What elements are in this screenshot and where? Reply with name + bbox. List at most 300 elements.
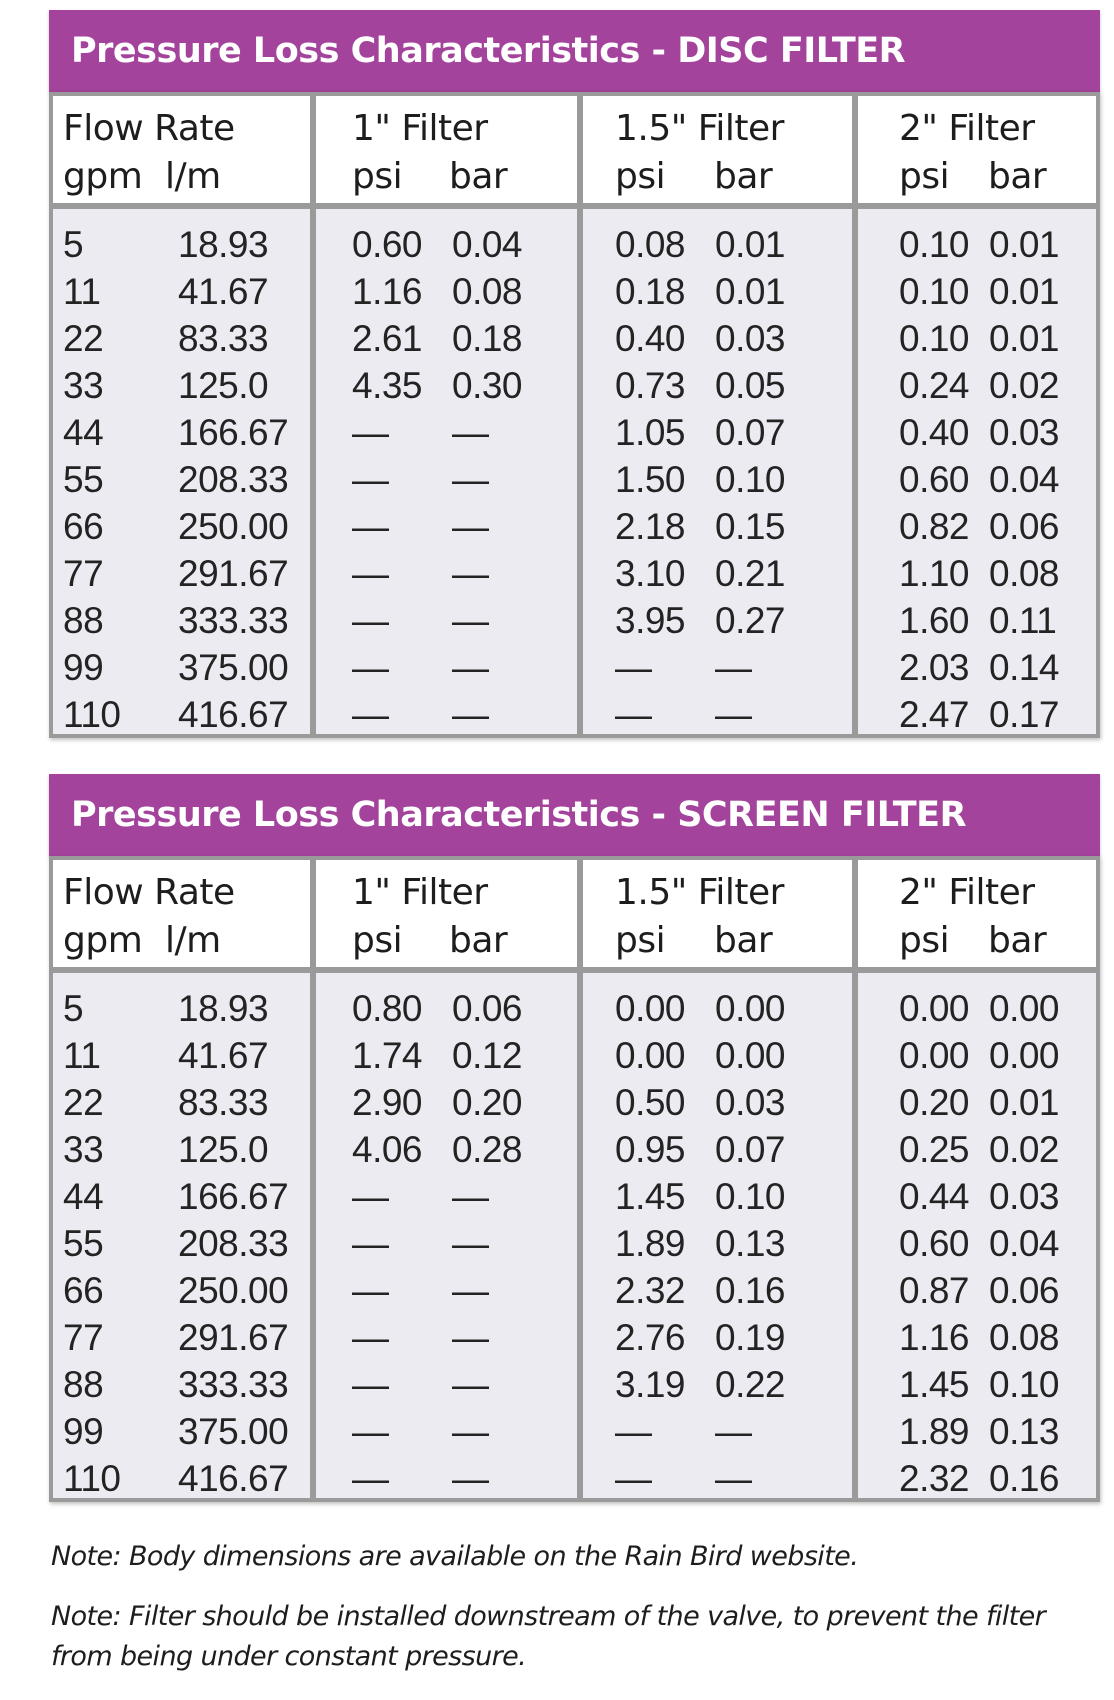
- table-row: [316, 597, 577, 644]
- table-row: [316, 362, 577, 409]
- table-cell: 0.01: [715, 224, 786, 265]
- table-cell: 99: [63, 1411, 104, 1452]
- table-row: [53, 362, 310, 409]
- table-row: [53, 1314, 310, 1361]
- table-row: [53, 1079, 310, 1126]
- table-cell: —: [352, 600, 389, 641]
- table-cell: 0.15: [715, 506, 786, 547]
- table-cell: 33: [63, 365, 104, 406]
- table-cell: 11: [63, 271, 101, 312]
- table-cell: —: [352, 1317, 389, 1358]
- table-cell: 291.67: [178, 1317, 289, 1358]
- table-row: [53, 644, 310, 691]
- bar-heading: bar: [714, 920, 773, 961]
- table-cell: 333.33: [178, 1364, 289, 1405]
- table-cell: 1.74: [352, 1035, 423, 1076]
- table-cell: 0.00: [989, 1035, 1060, 1076]
- table-cell: 0.82: [899, 506, 970, 547]
- filter-1in-column: [316, 860, 577, 1498]
- table-row: [53, 1126, 310, 1173]
- table-row: [858, 1079, 1096, 1126]
- filter-1in-values: [316, 221, 577, 738]
- table-row: [583, 1455, 852, 1502]
- table-cell: —: [452, 1364, 489, 1405]
- table-cell: 1.60: [899, 600, 970, 641]
- table-row: [53, 1408, 310, 1455]
- table-cell: 1.50: [615, 459, 686, 500]
- table-cell: 0.01: [715, 271, 786, 312]
- table-row: [316, 644, 577, 691]
- table-cell: 250.00: [178, 1270, 289, 1311]
- table-cell: 83.33: [178, 318, 269, 359]
- table-row: [316, 1079, 577, 1126]
- filter-1-5in-values: [583, 221, 852, 738]
- table-cell: —: [352, 412, 389, 453]
- table-cell: 66: [63, 1270, 104, 1311]
- table-row: [858, 1267, 1096, 1314]
- table-cell: 375.00: [178, 1411, 289, 1452]
- table-cell: 22: [63, 1082, 104, 1123]
- table-cell: 110: [63, 694, 121, 735]
- table-row: [53, 409, 310, 456]
- psi-heading: psi: [352, 920, 403, 961]
- table-row: [316, 1361, 577, 1408]
- table-cell: —: [452, 412, 489, 453]
- filter-2in-values: [858, 221, 1096, 738]
- table-cell: 0.27: [715, 600, 786, 641]
- table-cell: 0.25: [899, 1129, 970, 1170]
- filter-1in-body: [316, 973, 577, 1498]
- table-cell: 0.10: [899, 318, 970, 359]
- table-row: [583, 1220, 852, 1267]
- table-cell: 0.10: [989, 1364, 1060, 1405]
- filter-1-5in-heading: 1.5" Filter: [615, 872, 784, 913]
- psi-heading: psi: [899, 920, 950, 961]
- table-cell: 0.12: [452, 1035, 523, 1076]
- table-cell: 0.00: [715, 1035, 786, 1076]
- table-row: [316, 1220, 577, 1267]
- filter-1-5in-body: [583, 973, 852, 1498]
- table-row: [858, 644, 1096, 691]
- table-row: [53, 315, 310, 362]
- flow-rate-values: [53, 221, 310, 738]
- table-row: [583, 409, 852, 456]
- lm-heading: l/m: [165, 156, 221, 197]
- table-row: [53, 550, 310, 597]
- table-cell: 0.14: [989, 647, 1060, 688]
- table-cell: 208.33: [178, 1223, 289, 1264]
- filter-1-5in-header: [583, 96, 852, 203]
- table-row: [583, 1173, 852, 1220]
- table-cell: 0.03: [989, 1176, 1060, 1217]
- table-row: [53, 1220, 310, 1267]
- table-cell: 0.02: [989, 365, 1060, 406]
- table-cell: 0.00: [715, 988, 786, 1029]
- table-row: [858, 597, 1096, 644]
- table-cell: 4.06: [352, 1129, 423, 1170]
- table-row: [858, 409, 1096, 456]
- table-cell: 2.32: [615, 1270, 686, 1311]
- table-row: [53, 1361, 310, 1408]
- filter-1-5in-header: [583, 860, 852, 967]
- table-row: [583, 456, 852, 503]
- table-row: [858, 1361, 1096, 1408]
- table-row: [316, 1455, 577, 1502]
- table-row: [858, 1314, 1096, 1361]
- table-row: [583, 315, 852, 362]
- table-cell: 0.22: [715, 1364, 786, 1405]
- table-cell: 41.67: [178, 1035, 269, 1076]
- table-cell: 2.90: [352, 1082, 423, 1123]
- table-cell: 88: [63, 600, 104, 641]
- table-row: [316, 1173, 577, 1220]
- table-row: [316, 409, 577, 456]
- filter-1in-header: [316, 860, 577, 967]
- table-cell: 44: [63, 412, 104, 453]
- table-cell: —: [352, 1176, 389, 1217]
- table-cell: 0.05: [715, 365, 786, 406]
- lm-heading: l/m: [165, 920, 221, 961]
- flow-rate-header: [53, 96, 310, 203]
- table-cell: 0.40: [615, 318, 686, 359]
- table-row: [583, 362, 852, 409]
- table-cell: 0.60: [352, 224, 423, 265]
- table-cell: 1.16: [899, 1317, 970, 1358]
- table-row: [858, 1173, 1096, 1220]
- table-cell: 0.04: [452, 224, 523, 265]
- table-cell: 0.03: [989, 412, 1060, 453]
- table-cell: —: [452, 694, 489, 735]
- table-row: [858, 221, 1096, 268]
- table-cell: 0.73: [615, 365, 686, 406]
- table-cell: 1.05: [615, 412, 686, 453]
- flow-rate-column: [53, 96, 310, 734]
- table-row: [583, 985, 852, 1032]
- table-cell: 55: [63, 459, 104, 500]
- flow-rate-column: [53, 860, 310, 1498]
- table-row: [583, 550, 852, 597]
- note-installation: Note: Filter should be installed downstream of the valve, to prevent the filter from being under constant pressure.: [51, 1601, 1046, 1672]
- table-cell: 166.67: [178, 412, 289, 453]
- table-cell: 0.24: [899, 365, 970, 406]
- table-cell: 0.80: [352, 988, 423, 1029]
- filter-2in-body: [858, 973, 1096, 1498]
- table-cell: 18.93: [178, 224, 269, 265]
- table-cell: 0.07: [715, 412, 786, 453]
- table-cell: —: [352, 506, 389, 547]
- table-cell: 77: [63, 1317, 104, 1358]
- table-cell: 0.21: [715, 553, 786, 594]
- filter-2in-values: [858, 985, 1096, 1502]
- table-cell: 0.08: [989, 1317, 1060, 1358]
- table-cell: —: [452, 1223, 489, 1264]
- table-cell: 2.32: [899, 1458, 970, 1499]
- table-cell: 2.03: [899, 647, 970, 688]
- filter-1-5in-column: [583, 96, 852, 734]
- table-cell: —: [352, 553, 389, 594]
- flow-rate-values: [53, 985, 310, 1502]
- table-cell: —: [452, 459, 489, 500]
- table-cell: 2.47: [899, 694, 970, 735]
- table-cell: —: [452, 1458, 489, 1499]
- table-cell: —: [352, 1364, 389, 1405]
- table-cell: 0.87: [899, 1270, 970, 1311]
- table-title: Pressure Loss Characteristics - DISC FILTER: [49, 10, 1100, 92]
- flow-rate-body: [53, 209, 310, 734]
- table-cell: 55: [63, 1223, 104, 1264]
- table-cell: 375.00: [178, 647, 289, 688]
- filter-2in-body: [858, 209, 1096, 734]
- table-row: [53, 691, 310, 738]
- table-cell: 0.07: [715, 1129, 786, 1170]
- table-cell: 1.45: [615, 1176, 686, 1217]
- table-row: [858, 691, 1096, 738]
- table-cell: 0.28: [452, 1129, 523, 1170]
- table-cell: —: [715, 694, 752, 735]
- table-cell: 2.76: [615, 1317, 686, 1358]
- table-cell: 33: [63, 1129, 104, 1170]
- table-cell: —: [352, 647, 389, 688]
- filter-1in-values: [316, 985, 577, 1502]
- table-cell: 291.67: [178, 553, 289, 594]
- table-cell: 77: [63, 553, 104, 594]
- table-cell: —: [352, 1458, 389, 1499]
- table-row: [316, 1408, 577, 1455]
- table-row: [858, 503, 1096, 550]
- table-row: [858, 456, 1096, 503]
- table-row: [583, 1126, 852, 1173]
- table-cell: 0.00: [899, 988, 970, 1029]
- table-cell: 0.20: [899, 1082, 970, 1123]
- table-row: [583, 268, 852, 315]
- table-cell: 0.01: [989, 271, 1060, 312]
- table-row: [53, 456, 310, 503]
- table-cell: —: [615, 1411, 652, 1452]
- table-cell: —: [452, 553, 489, 594]
- table-cell: 66: [63, 506, 104, 547]
- bar-heading: bar: [988, 920, 1047, 961]
- psi-heading: psi: [352, 156, 403, 197]
- table-cell: 0.18: [452, 318, 523, 359]
- table-cell: 0.00: [899, 1035, 970, 1076]
- table-cell: 416.67: [178, 1458, 289, 1499]
- table-cell: —: [352, 694, 389, 735]
- table-cell: 250.00: [178, 506, 289, 547]
- filter-2in-heading: 2" Filter: [899, 108, 1035, 149]
- table-cell: —: [452, 1270, 489, 1311]
- table-cell: 0.19: [715, 1317, 786, 1358]
- table-cell: 166.67: [178, 1176, 289, 1217]
- table-cell: —: [452, 1176, 489, 1217]
- table-row: [583, 1079, 852, 1126]
- bar-heading: bar: [988, 156, 1047, 197]
- table-row: [53, 503, 310, 550]
- table-row: [858, 268, 1096, 315]
- table-row: [316, 985, 577, 1032]
- table-row: [858, 1408, 1096, 1455]
- table-cell: 0.01: [989, 318, 1060, 359]
- table-row: [858, 1126, 1096, 1173]
- table-row: [858, 985, 1096, 1032]
- table-cell: 0.06: [989, 506, 1060, 547]
- table-cell: 0.44: [899, 1176, 970, 1217]
- table-cell: 2.61: [352, 318, 423, 359]
- filter-2in-header: [858, 860, 1096, 967]
- filter-1-5in-column: [583, 860, 852, 1498]
- table-row: [858, 550, 1096, 597]
- table-row: [316, 1126, 577, 1173]
- table-cell: —: [352, 1411, 389, 1452]
- table-cell: 0.40: [899, 412, 970, 453]
- filter-1in-column: [316, 96, 577, 734]
- bar-heading: bar: [449, 156, 508, 197]
- table-cell: 125.0: [178, 365, 269, 406]
- filter-1-5in-body: [583, 209, 852, 734]
- table-cell: 0.04: [989, 1223, 1060, 1264]
- filter-2in-header: [858, 96, 1096, 203]
- table-cell: 208.33: [178, 459, 289, 500]
- bar-heading: bar: [714, 156, 773, 197]
- table-row: [53, 1455, 310, 1502]
- table-cell: —: [452, 1317, 489, 1358]
- table-cell: 0.00: [615, 1035, 686, 1076]
- table-row: [858, 1032, 1096, 1079]
- table-cell: —: [615, 1458, 652, 1499]
- table-row: [583, 1408, 852, 1455]
- table-cell: 0.16: [715, 1270, 786, 1311]
- table-title: Pressure Loss Characteristics - SCREEN FILTER: [49, 774, 1100, 856]
- table-cell: —: [352, 1270, 389, 1311]
- table-row: [53, 1032, 310, 1079]
- table-cell: 0.06: [452, 988, 523, 1029]
- table-cell: 1.89: [615, 1223, 686, 1264]
- filter-1-5in-heading: 1.5" Filter: [615, 108, 784, 149]
- table-row: [316, 691, 577, 738]
- table-row: [858, 1220, 1096, 1267]
- table-cell: 1.10: [899, 553, 970, 594]
- table-cell: 0.01: [989, 224, 1060, 265]
- table-cell: —: [715, 647, 752, 688]
- table-row: [53, 597, 310, 644]
- flow-rate-body: [53, 973, 310, 1498]
- gpm-heading: gpm: [63, 920, 143, 961]
- table-row: [583, 644, 852, 691]
- table-cell: 0.60: [899, 459, 970, 500]
- table-row: [316, 1267, 577, 1314]
- filter-1-5in-values: [583, 985, 852, 1502]
- table-cell: 18.93: [178, 988, 269, 1029]
- note-dimensions: Note: Body dimensions are available on the Rain Bird website.: [51, 1541, 859, 1572]
- table-cell: 0.08: [452, 271, 523, 312]
- table-cell: 0.10: [899, 224, 970, 265]
- table-cell: —: [615, 694, 652, 735]
- table-cell: 22: [63, 318, 104, 359]
- table-row: [858, 362, 1096, 409]
- table-cell: 0.20: [452, 1082, 523, 1123]
- table-row: [583, 1032, 852, 1079]
- filter-2in-heading: 2" Filter: [899, 872, 1035, 913]
- table-cell: 333.33: [178, 600, 289, 641]
- table-cell: 0.00: [615, 988, 686, 1029]
- table-row: [583, 503, 852, 550]
- table-cell: —: [615, 647, 652, 688]
- table-row: [53, 1267, 310, 1314]
- psi-heading: psi: [615, 920, 666, 961]
- table-cell: 0.18: [615, 271, 686, 312]
- table-row: [583, 221, 852, 268]
- table-row: [316, 268, 577, 315]
- screen-filter-table: [49, 774, 1100, 1502]
- filter-2in-column: [858, 96, 1096, 734]
- table-cell: 0.08: [989, 553, 1060, 594]
- flow-rate-heading: Flow Rate: [63, 108, 235, 149]
- table-cell: 0.16: [989, 1458, 1060, 1499]
- table-cell: 99: [63, 647, 104, 688]
- table-cell: 0.10: [899, 271, 970, 312]
- filter-2in-column: [858, 860, 1096, 1498]
- table-cell: 0.11: [989, 600, 1057, 641]
- table-cell: —: [452, 647, 489, 688]
- table-row: [583, 597, 852, 644]
- table-row: [316, 503, 577, 550]
- table-row: [316, 221, 577, 268]
- table-cell: 0.06: [989, 1270, 1060, 1311]
- table-cell: 0.03: [715, 1082, 786, 1123]
- table-cell: 5: [63, 224, 84, 265]
- psi-heading: psi: [615, 156, 666, 197]
- filter-1in-body: [316, 209, 577, 734]
- table-cell: 88: [63, 1364, 104, 1405]
- table-cell: 0.30: [452, 365, 523, 406]
- table-cell: 0.08: [615, 224, 686, 265]
- table-cell: 2.18: [615, 506, 686, 547]
- table-cell: 83.33: [178, 1082, 269, 1123]
- table-row: [316, 456, 577, 503]
- table-cell: 3.95: [615, 600, 686, 641]
- table-cell: —: [452, 506, 489, 547]
- table-cell: 0.95: [615, 1129, 686, 1170]
- table-cell: 3.19: [615, 1364, 686, 1405]
- table-cell: 416.67: [178, 694, 289, 735]
- table-cell: 0.13: [989, 1411, 1060, 1452]
- table-row: [316, 315, 577, 362]
- disc-filter-table: [49, 10, 1100, 738]
- table-cell: 1.16: [352, 271, 423, 312]
- filter-1in-heading: 1" Filter: [352, 108, 488, 149]
- gpm-heading: gpm: [63, 156, 143, 197]
- table-cell: 4.35: [352, 365, 423, 406]
- table-cell: —: [352, 459, 389, 500]
- table-row: [53, 221, 310, 268]
- table-row: [858, 315, 1096, 362]
- table-row: [583, 1267, 852, 1314]
- table-cell: 0.17: [989, 694, 1060, 735]
- filter-1in-heading: 1" Filter: [352, 872, 488, 913]
- table-cell: 1.45: [899, 1364, 970, 1405]
- table-row: [53, 1173, 310, 1220]
- table-row: [316, 1314, 577, 1361]
- table-row: [858, 1455, 1096, 1502]
- filter-1in-header: [316, 96, 577, 203]
- table-cell: 0.04: [989, 459, 1060, 500]
- table-row: [316, 550, 577, 597]
- table-row: [583, 1314, 852, 1361]
- table-cell: 0.10: [715, 1176, 786, 1217]
- table-cell: 44: [63, 1176, 104, 1217]
- table-cell: —: [715, 1411, 752, 1452]
- psi-heading: psi: [899, 156, 950, 197]
- table-row: [316, 1032, 577, 1079]
